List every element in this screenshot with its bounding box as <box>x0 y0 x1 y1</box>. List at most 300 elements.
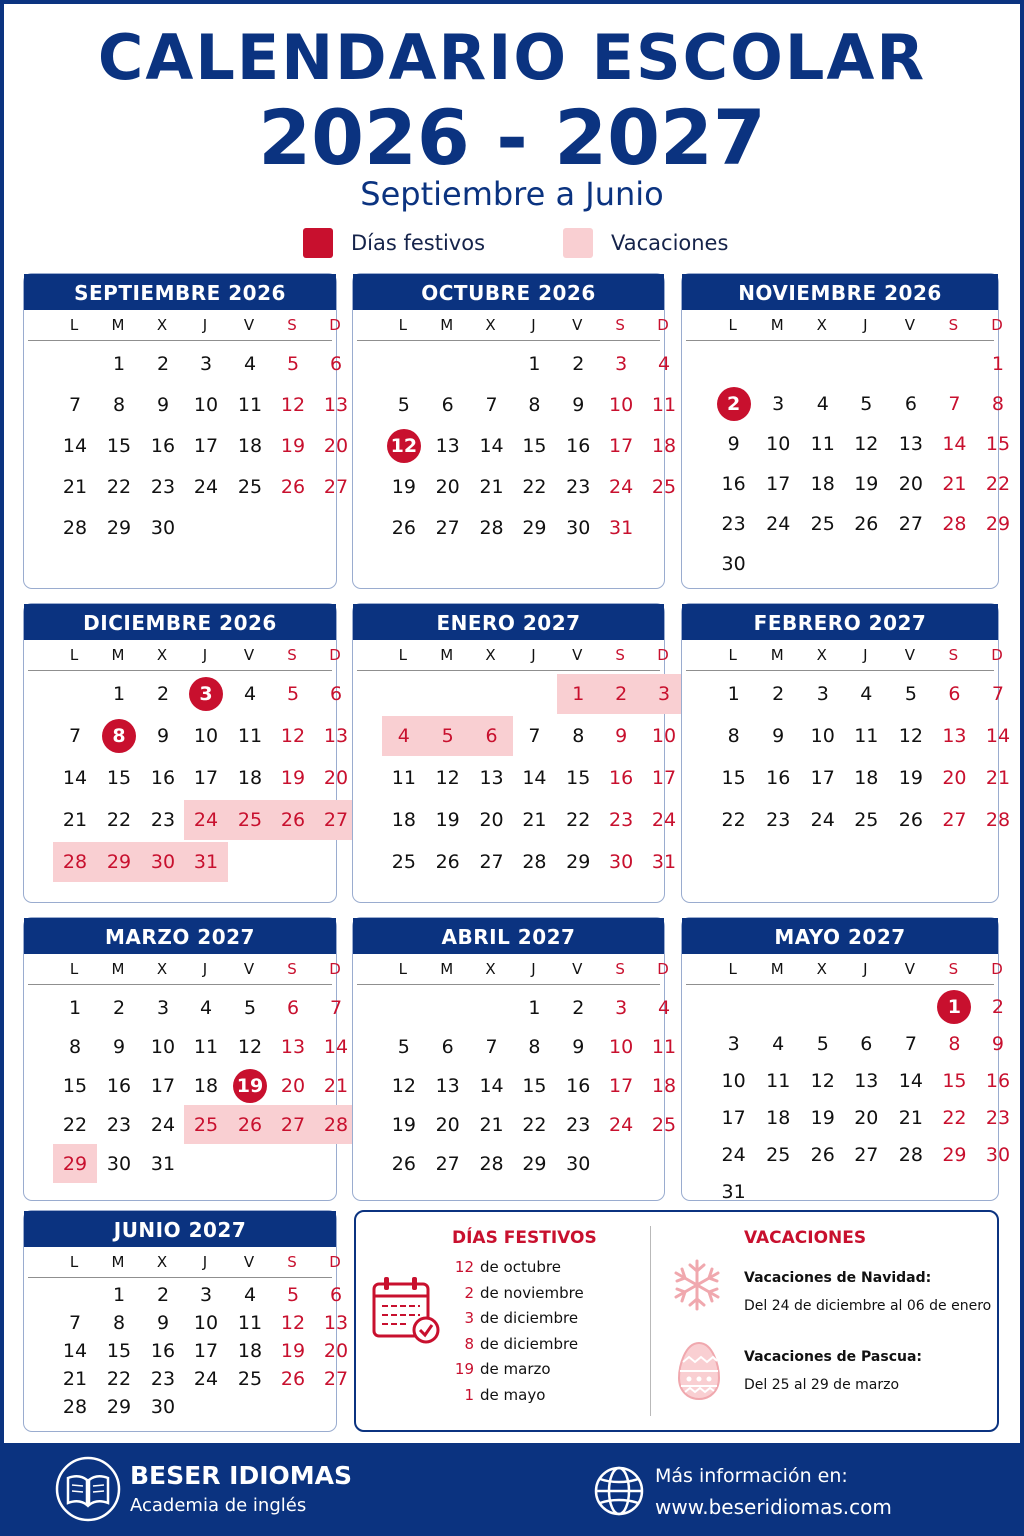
calendar-day: 11 <box>237 725 263 747</box>
calendar-day: 17 <box>651 767 677 789</box>
calendar-day: 22 <box>566 809 591 831</box>
calendar-day: 30 <box>721 553 746 575</box>
calendar-day: 20 <box>942 767 967 789</box>
holiday-month-label: de mayo <box>480 1385 546 1404</box>
calendar-day: 27 <box>854 1143 879 1166</box>
christmas-title: Vacaciones de Navidad: <box>744 1270 932 1286</box>
page-title: CALENDARIO ESCOLAR <box>97 21 927 94</box>
calendar-day: 21 <box>479 1113 504 1136</box>
calendar-day: 12 <box>391 1074 416 1097</box>
month-title: ENERO 2027 <box>353 604 664 640</box>
calendar-day: 28 <box>62 1396 88 1418</box>
calendar-day: 21 <box>985 767 1011 789</box>
calendar-day: 22 <box>106 476 132 498</box>
calendar-day: 23 <box>150 476 176 498</box>
calendar-day: 13 <box>435 435 460 457</box>
book-icon <box>54 1455 122 1523</box>
calendar-day: 12 <box>280 1312 306 1334</box>
calendar-day: 9 <box>112 1035 126 1058</box>
calendar-day: 24 <box>193 1368 219 1390</box>
calendar-day: 16 <box>150 435 176 457</box>
calendar-day: 5 <box>816 1032 829 1055</box>
calendar-day: 23 <box>566 476 591 498</box>
calendar-day: 21 <box>898 1106 923 1129</box>
calendar-day: 12 <box>280 394 306 416</box>
calendar-day: 19 <box>280 435 306 457</box>
info-divider <box>650 1226 651 1416</box>
weekday-label: M <box>770 646 784 664</box>
calendar-day: 26 <box>854 513 879 535</box>
month-panel <box>352 273 677 589</box>
calendar-day: 25 <box>651 1113 677 1136</box>
vacation-swatch <box>563 228 593 258</box>
legend-vacations <box>563 226 728 260</box>
calendar-day: 29 <box>522 1152 547 1175</box>
calendar-day: 18 <box>766 1106 791 1129</box>
calendar-day: 5 <box>397 394 410 416</box>
brand-name: BESER IDIOMAS <box>130 1461 353 1490</box>
weekday-label: L <box>728 960 737 978</box>
weekday-header <box>686 640 1003 671</box>
calendar-day: 14 <box>479 1074 504 1097</box>
calendar-day: 17 <box>193 435 219 457</box>
holiday-list-item <box>452 1258 561 1276</box>
easter-egg-icon <box>676 1340 722 1402</box>
calendar-day: 18 <box>651 1074 677 1097</box>
month-title: JUNIO 2027 <box>24 1211 336 1247</box>
calendar-day: 24 <box>609 476 634 498</box>
calendar-day: 8 <box>112 394 126 416</box>
calendar-day: 11 <box>651 394 677 416</box>
weekday-label: M <box>440 960 454 978</box>
calendar-day: 26 <box>391 517 416 539</box>
calendar-day: 20 <box>323 435 349 457</box>
holiday-day: 2 <box>717 387 751 421</box>
easter-title: Vacaciones de Pascua: <box>744 1349 923 1365</box>
calendar-day: 26 <box>280 1368 306 1390</box>
calendar-day: 16 <box>609 767 634 789</box>
calendar-day: 23 <box>566 1113 591 1136</box>
holiday-day: 1 <box>937 990 971 1024</box>
calendar-day: 17 <box>766 473 791 495</box>
calendar-day: 28 <box>479 517 504 539</box>
calendar-day: 13 <box>942 725 967 747</box>
website-link[interactable]: www.beseridiomas.com <box>655 1495 892 1519</box>
weekday-header <box>357 640 669 671</box>
calendar-day: 12 <box>898 725 923 747</box>
calendar-day: 3 <box>199 353 213 375</box>
calendar-day: 9 <box>156 725 170 747</box>
weekday-header <box>28 1247 341 1278</box>
calendar-day: 9 <box>572 1035 585 1058</box>
calendar-day: 30 <box>566 517 591 539</box>
weekday-label: X <box>485 646 496 664</box>
weekday-label: D <box>657 316 669 334</box>
calendar-day: 20 <box>323 767 349 789</box>
calendar-day: 15 <box>62 1074 88 1097</box>
weekday-header <box>357 310 669 341</box>
weekday-label: M <box>111 1253 125 1271</box>
vacation-day: 2 <box>615 683 628 705</box>
month-panel <box>681 917 1011 1203</box>
holiday-swatch <box>303 228 333 258</box>
calendar-day: 23 <box>150 1368 176 1390</box>
calendar-day: 23 <box>766 809 791 831</box>
calendar-day: 24 <box>193 476 219 498</box>
weekday-label: S <box>287 960 297 978</box>
calendar-day: 5 <box>286 353 300 375</box>
calendar-day: 10 <box>609 1035 634 1058</box>
calendar-day: 13 <box>323 725 349 747</box>
vacation-day: 31 <box>193 851 219 873</box>
calendar-day: 11 <box>237 1312 263 1334</box>
vacation-day: 4 <box>397 725 410 747</box>
weekday-label: L <box>398 316 408 334</box>
holiday-list-item <box>452 1386 545 1404</box>
calendar-day: 31 <box>609 517 634 539</box>
calendar-day: 7 <box>948 393 961 415</box>
calendar-day: 10 <box>193 725 219 747</box>
calendar-day: 9 <box>615 725 628 747</box>
calendar-day: 7 <box>329 996 343 1019</box>
calendar-day: 11 <box>810 433 835 455</box>
month-title: NOVIEMBRE 2026 <box>682 274 998 310</box>
calendar-day: 18 <box>391 809 416 831</box>
calendar-day: 28 <box>942 513 967 535</box>
calendar-day: 13 <box>323 1312 349 1334</box>
legend-holidays-label: Días festivos <box>351 231 486 255</box>
calendar-day: 5 <box>397 1035 410 1058</box>
calendar-day: 25 <box>237 1368 263 1390</box>
calendar-day: 9 <box>156 394 170 416</box>
vacation-day: 26 <box>237 1113 263 1136</box>
weekday-label: J <box>202 316 208 334</box>
weekday-label: V <box>243 1253 255 1271</box>
weekday-label: J <box>863 646 868 664</box>
weekday-label: S <box>615 960 625 978</box>
vacation-day: 1 <box>572 683 585 705</box>
holiday-list-item <box>452 1309 578 1327</box>
weekday-label: L <box>69 1253 79 1271</box>
calendar-day: 18 <box>854 767 879 789</box>
calendar-day: 8 <box>528 394 541 416</box>
calendar-day: 2 <box>772 683 785 705</box>
calendar-day: 18 <box>237 767 263 789</box>
vacation-day: 28 <box>323 1113 349 1136</box>
calendar-day: 21 <box>62 1368 88 1390</box>
calendar-day: 4 <box>243 353 257 375</box>
holiday-day: 3 <box>189 677 223 711</box>
weekday-label: D <box>657 646 669 664</box>
calendar-day: 14 <box>522 767 547 789</box>
calendar-day: 16 <box>985 1069 1011 1092</box>
calendar-day: 8 <box>528 1035 541 1058</box>
calendar-day: 15 <box>522 1074 547 1097</box>
holiday-day: 8 <box>102 719 136 753</box>
weekday-label: J <box>863 960 868 978</box>
weekday-header <box>28 310 341 341</box>
calendar-day: 7 <box>68 725 82 747</box>
calendar-day: 22 <box>62 1113 88 1136</box>
calendar-day: 19 <box>810 1106 835 1129</box>
vacation-day: 3 <box>657 683 671 705</box>
legend-vacations-label: Vacaciones <box>611 231 729 255</box>
calendar-day: 1 <box>727 683 740 705</box>
weekday-label: V <box>904 316 916 334</box>
calendar-day: 7 <box>68 1312 82 1334</box>
weekday-label: J <box>531 646 536 664</box>
month-title: MARZO 2027 <box>24 918 336 954</box>
calendar-day: 26 <box>810 1143 835 1166</box>
weekday-label: X <box>816 646 827 664</box>
calendar-day: 14 <box>479 435 504 457</box>
calendar-day: 1 <box>112 1284 126 1306</box>
calendar-day: 22 <box>522 1113 547 1136</box>
calendar-day: 15 <box>985 433 1011 455</box>
month-panel <box>681 273 1011 589</box>
calendar-day: 23 <box>106 1113 132 1136</box>
calendar-day: 29 <box>106 517 132 539</box>
calendar-day: 19 <box>391 1113 416 1136</box>
calendar-day: 20 <box>280 1074 306 1097</box>
calendar-day: 8 <box>68 1035 82 1058</box>
calendar-day: 8 <box>112 1312 126 1334</box>
calendar-day: 13 <box>435 1074 460 1097</box>
month-panel <box>23 1210 349 1432</box>
calendar-day: 8 <box>727 725 740 747</box>
calendar-day: 13 <box>323 394 349 416</box>
calendar-day: 28 <box>898 1143 923 1166</box>
calendar-day: 31 <box>651 851 677 873</box>
calendar-day: 20 <box>854 1106 879 1129</box>
calendar-day: 17 <box>193 767 219 789</box>
weekday-label: S <box>948 960 959 978</box>
vacation-day: 29 <box>62 1152 88 1175</box>
weekday-label: V <box>904 646 916 664</box>
weekday-label: V <box>243 646 255 664</box>
calendar-day: 21 <box>323 1074 349 1097</box>
vacation-day: 25 <box>237 809 263 831</box>
calendar-day: 20 <box>435 1113 460 1136</box>
holiday-day-number: 19 <box>454 1360 474 1378</box>
holiday-month-label: de noviembre <box>480 1283 584 1302</box>
calendar-day: 11 <box>193 1035 219 1058</box>
calendar-day: 15 <box>942 1069 967 1092</box>
calendar-day: 4 <box>816 393 829 415</box>
calendar-day: 25 <box>854 809 879 831</box>
weekday-label: S <box>287 1253 297 1271</box>
weekday-header <box>686 310 1003 341</box>
holiday-list-item <box>452 1284 584 1302</box>
holiday-month-label: de diciembre <box>480 1309 579 1327</box>
calendar-day: 27 <box>323 476 349 498</box>
calendar-day: 4 <box>772 1032 785 1055</box>
calendar-day: 8 <box>572 725 585 747</box>
calendar-day: 30 <box>985 1143 1011 1166</box>
calendar-day: 19 <box>280 1340 306 1362</box>
calendar-day: 25 <box>237 476 263 498</box>
calendar-day: 15 <box>106 1340 132 1362</box>
calendar-day: 23 <box>985 1106 1011 1129</box>
calendar-day: 1 <box>528 353 541 375</box>
calendar-day: 13 <box>479 767 504 789</box>
calendar-day: 10 <box>609 394 634 416</box>
calendar-day: 7 <box>991 683 1005 705</box>
weekday-label: X <box>156 316 168 334</box>
calendar-day: 6 <box>860 1032 873 1055</box>
calendar-day: 18 <box>237 1340 263 1362</box>
calendar-day: 19 <box>898 767 923 789</box>
calendar-day: 28 <box>985 809 1011 831</box>
calendar-day: 4 <box>243 683 257 705</box>
vacation-day: 24 <box>193 809 219 831</box>
calendar-day: 10 <box>150 1035 176 1058</box>
calendar-day: 11 <box>854 725 879 747</box>
calendar-day: 3 <box>156 996 170 1019</box>
calendar-check-icon <box>370 1274 442 1346</box>
holiday-day-number: 8 <box>464 1334 474 1353</box>
calendar-day: 14 <box>942 433 967 455</box>
footer <box>0 1443 1024 1536</box>
christmas-range: Del 24 de diciembre al 06 de enero <box>744 1298 992 1314</box>
holiday-day-number: 1 <box>464 1385 474 1404</box>
holiday-day: 12 <box>387 429 421 463</box>
weekday-label: L <box>69 316 79 334</box>
month-panel <box>352 917 677 1201</box>
calendar-day: 24 <box>609 1113 634 1136</box>
calendar-day: 24 <box>150 1113 176 1136</box>
vacation-day: 5 <box>441 725 454 747</box>
weekday-label: M <box>440 316 454 334</box>
calendar-day: 1 <box>68 996 82 1019</box>
calendar-day: 27 <box>898 513 923 535</box>
calendar-day: 5 <box>286 1284 300 1306</box>
weekday-label: V <box>572 316 583 334</box>
vacation-day: 26 <box>280 809 306 831</box>
weekday-label: M <box>111 316 125 334</box>
calendar-day: 18 <box>651 435 677 457</box>
calendar-day: 12 <box>810 1069 835 1092</box>
calendar-day: 8 <box>948 1032 961 1055</box>
calendar-day: 23 <box>150 809 176 831</box>
calendar-day: 14 <box>62 435 88 457</box>
calendar-day: 10 <box>810 725 835 747</box>
calendar-day: 12 <box>435 767 460 789</box>
vacation-day: 30 <box>150 851 176 873</box>
calendar-day: 19 <box>280 767 306 789</box>
weekday-label: V <box>572 646 583 664</box>
weekday-label: D <box>657 960 669 978</box>
snowflake-icon <box>670 1258 724 1312</box>
calendar-day: 12 <box>854 433 879 455</box>
calendar-day: 3 <box>615 353 628 375</box>
weekday-header <box>28 954 341 985</box>
month-title: MAYO 2027 <box>682 918 998 954</box>
vacation-day: 27 <box>280 1113 306 1136</box>
calendar-day: 9 <box>772 725 785 747</box>
calendar-day: 26 <box>435 851 460 873</box>
calendar-day: 22 <box>106 809 132 831</box>
calendar-day: 24 <box>651 809 677 831</box>
calendar-day: 16 <box>566 435 591 457</box>
holiday-list-item <box>452 1360 551 1378</box>
vacation-day: 28 <box>62 851 88 873</box>
holiday-month-label: de octubre <box>480 1258 561 1276</box>
calendar-day: 5 <box>243 996 257 1019</box>
weekday-label: M <box>111 646 125 664</box>
calendar-day: 16 <box>150 1340 176 1362</box>
holiday-day-number: 12 <box>454 1258 474 1276</box>
legend-holidays <box>303 226 485 260</box>
calendar-day: 10 <box>766 433 791 455</box>
weekday-label: S <box>287 646 297 664</box>
calendar-day: 27 <box>435 1152 460 1175</box>
calendar-day: 15 <box>106 435 132 457</box>
calendar-day: 16 <box>150 767 176 789</box>
calendar-day: 7 <box>68 394 82 416</box>
calendar-day: 4 <box>199 996 213 1019</box>
weekday-label: J <box>202 1253 208 1271</box>
calendar-day: 15 <box>522 435 547 457</box>
calendar-day: 15 <box>106 767 132 789</box>
calendar-day: 17 <box>193 1340 219 1362</box>
weekday-label: L <box>69 646 79 664</box>
weekday-label: V <box>572 960 583 978</box>
calendar-day: 30 <box>609 851 634 873</box>
calendar-day: 1 <box>991 353 1005 375</box>
calendar-day: 17 <box>810 767 835 789</box>
calendar-day: 17 <box>721 1106 746 1129</box>
holiday-day: 19 <box>233 1069 267 1103</box>
brand-tagline: Academia de inglés <box>130 1495 307 1516</box>
calendar-day: 26 <box>391 1152 416 1175</box>
vacation-day: 29 <box>106 851 132 873</box>
calendar-day: 7 <box>528 725 541 747</box>
info-box <box>354 1210 999 1432</box>
calendar-day: 29 <box>942 1143 967 1166</box>
calendar-day: 20 <box>323 1340 349 1362</box>
calendar-day: 30 <box>566 1152 591 1175</box>
calendar-day: 14 <box>62 1340 88 1362</box>
weekday-label: L <box>69 960 79 978</box>
weekday-label: L <box>398 960 408 978</box>
weekday-label: S <box>948 646 959 664</box>
vacation-day: 6 <box>485 725 498 747</box>
calendar-day: 11 <box>766 1069 791 1092</box>
calendar-day: 25 <box>651 476 677 498</box>
calendar-day: 5 <box>904 683 917 705</box>
calendar-day: 27 <box>435 517 460 539</box>
calendar-day: 15 <box>721 767 746 789</box>
calendar-day: 3 <box>816 683 829 705</box>
calendar-day: 14 <box>985 725 1011 747</box>
weekday-label: D <box>329 316 341 334</box>
weekday-label: M <box>770 316 784 334</box>
weekday-label: X <box>816 316 827 334</box>
calendar-day: 6 <box>441 1035 454 1058</box>
calendar-day: 1 <box>528 996 541 1019</box>
calendar-day: 11 <box>651 1035 677 1058</box>
calendar-day: 6 <box>286 996 300 1019</box>
calendar-day: 4 <box>657 353 671 375</box>
calendar-day: 22 <box>522 476 547 498</box>
calendar-day: 21 <box>522 809 547 831</box>
month-title: FEBRERO 2027 <box>682 604 998 640</box>
calendar-day: 16 <box>721 473 746 495</box>
calendar-day: 16 <box>566 1074 591 1097</box>
calendar-day: 18 <box>810 473 835 495</box>
weekday-label: M <box>770 960 784 978</box>
